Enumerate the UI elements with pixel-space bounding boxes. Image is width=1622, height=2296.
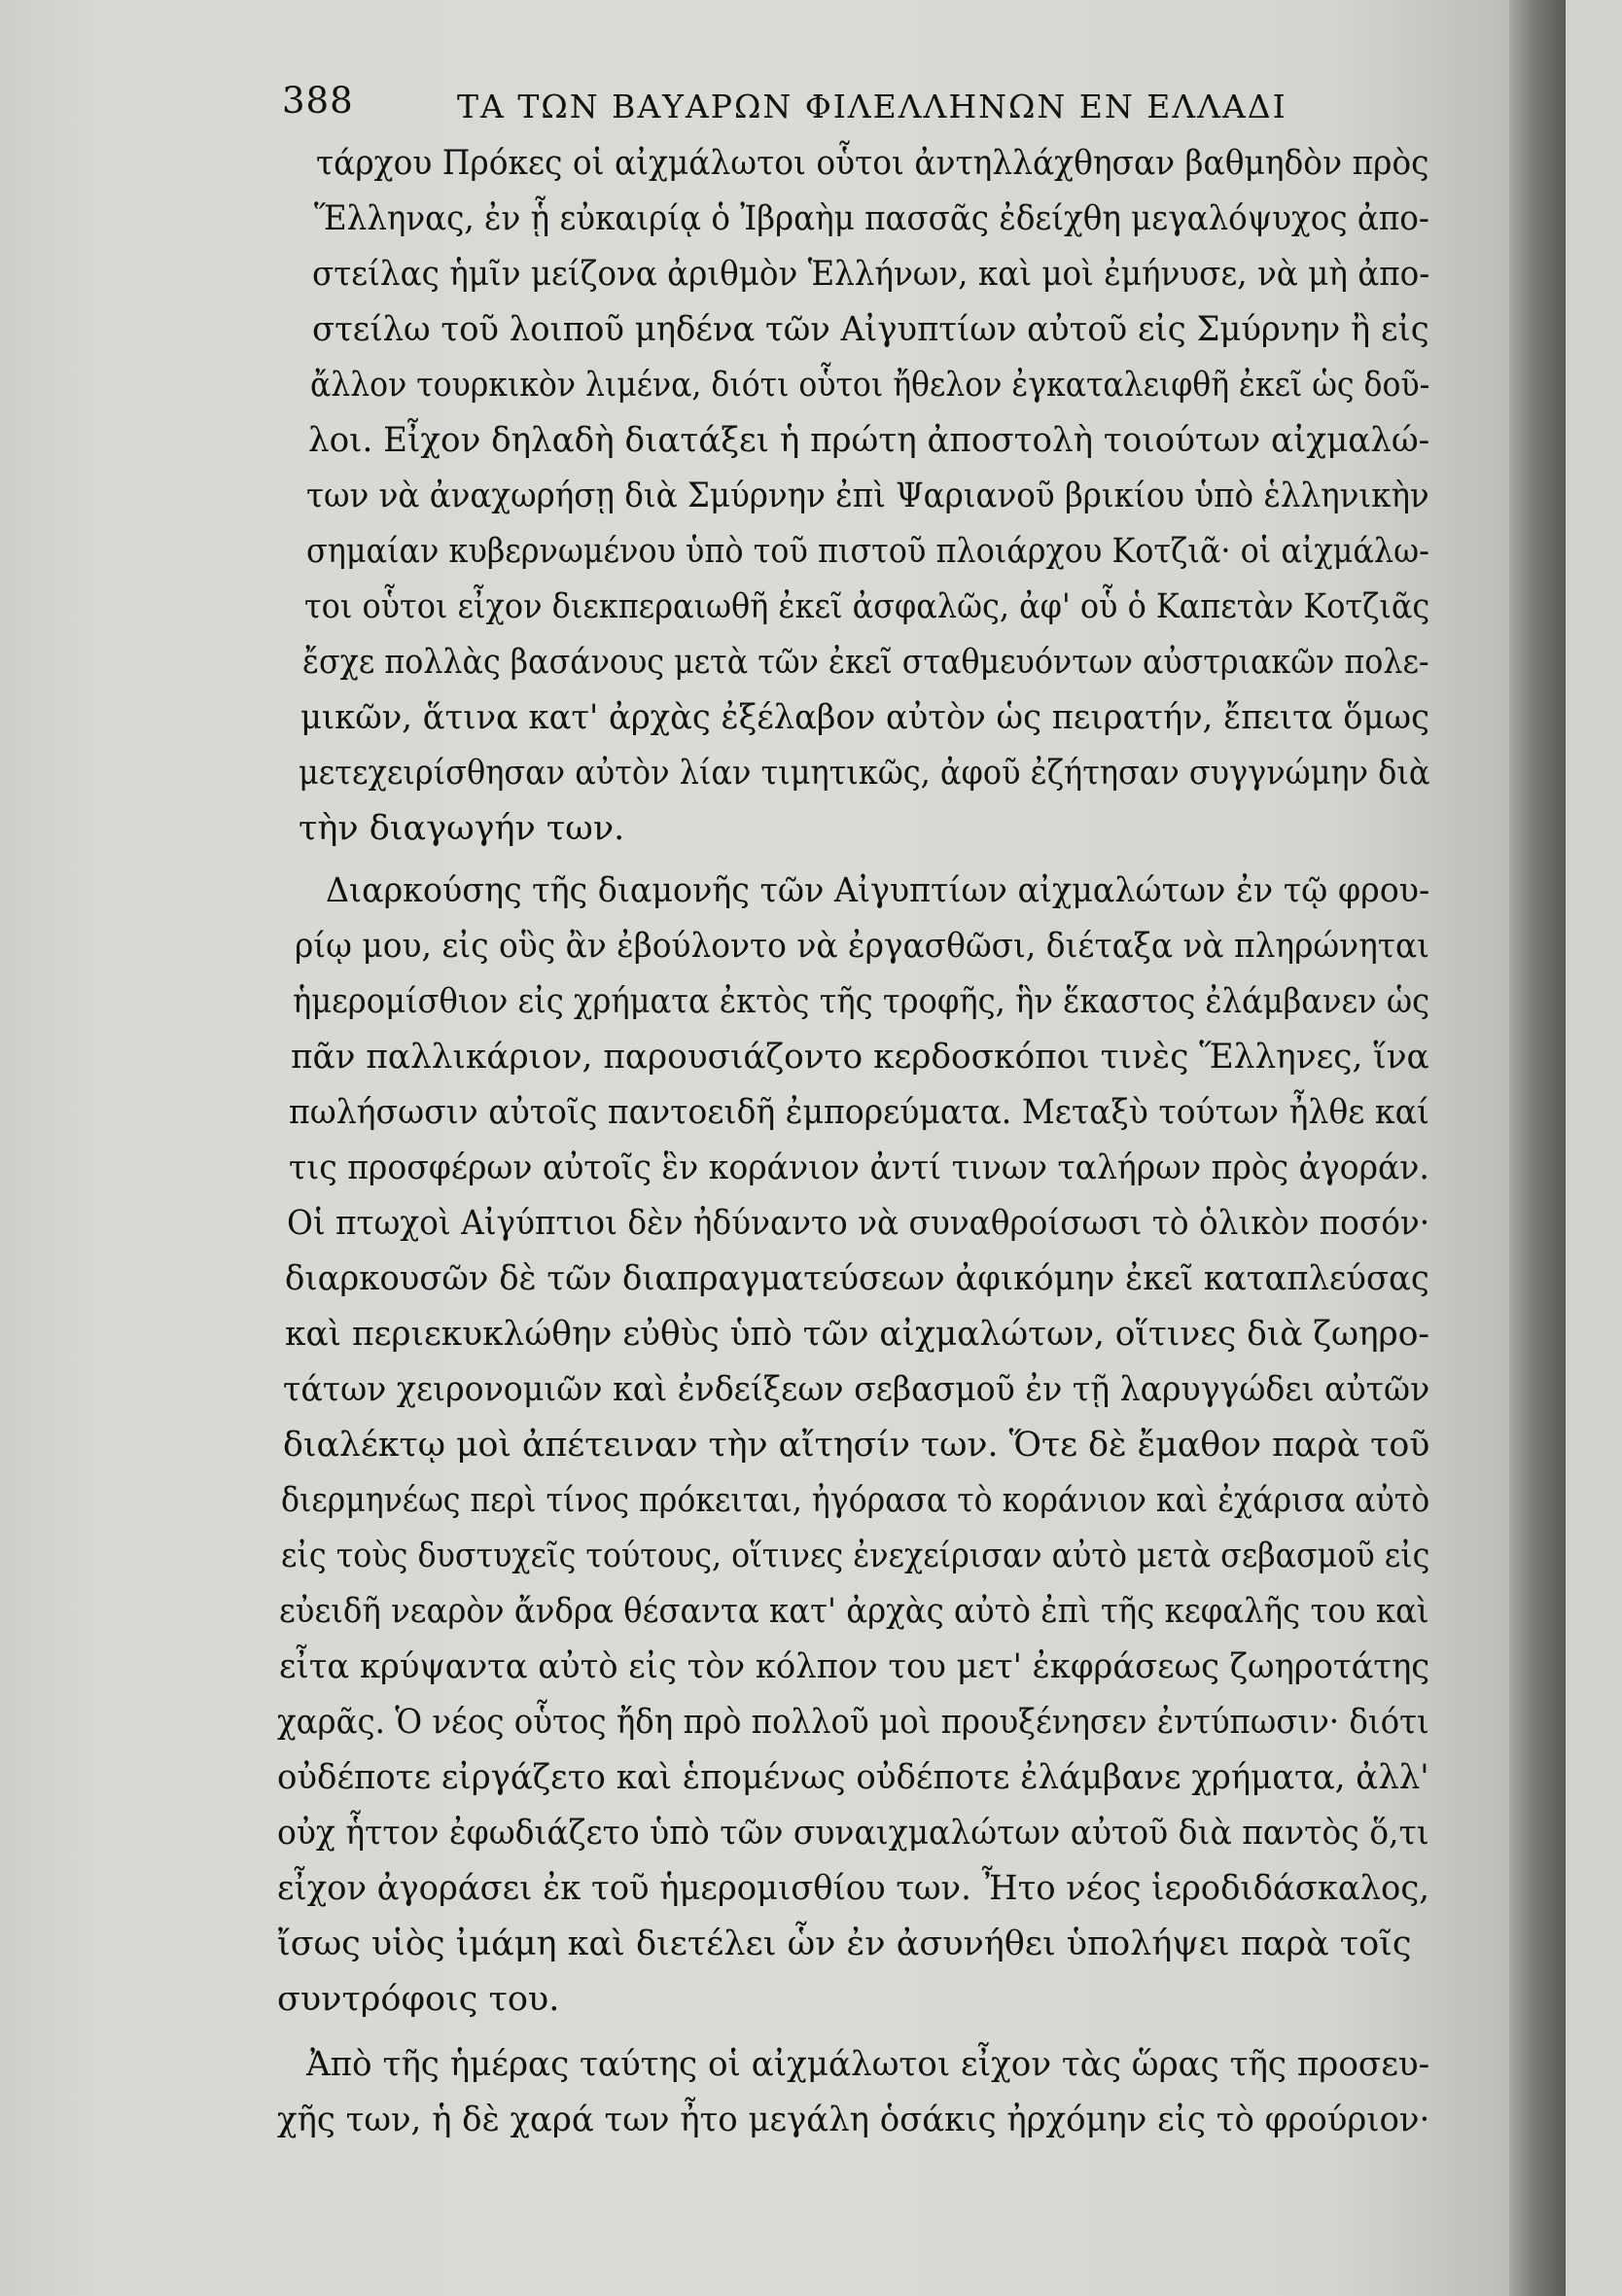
text-line: τὴν διαγωγήν των. <box>299 809 625 848</box>
text-line: Διαρκούσης τῆς διαμονῆς τῶν Αἰγυπτίων αἰχμαλώτων ἐν τῷ φρου- <box>326 871 1430 910</box>
text-line: οὐδέποτε εἰργάζετο καὶ ἑπομένως οὐδέποτε ἐλάμβανε χρήματα, ἀλλ' <box>277 1758 1429 1797</box>
text-line: χῆς των, ἡ δὲ χαρά των ἦτο μεγάλη ὁσάκις ἠρχόμην εἰς τὸ φρούριον· <box>277 2101 1430 2139</box>
text-line: διαλέκτῳ μοὶ ἀπέτειναν τὴν αἴτησίν των. Ὅτε δὲ ἔμαθον παρὰ τοῦ <box>283 1426 1430 1465</box>
text-line: ρίῳ μου, εἰς οὓς ἂν ἐβούλοντο νὰ ἐργασθῶσι, διέταξα νὰ πληρώνηται <box>295 927 1430 966</box>
text-line: εὐειδῆ νεαρὸν ἄνδρα θέσαντα κατ' ἀρχὰς αὐτὸ ἐπὶ τῆς κεφαλῆς του καὶ <box>279 1592 1429 1631</box>
text-line: ἴσως υἱὸς ἰμάμη καὶ διετέλει ὧν ἐν ἀσυνήθει ὑπολήψει παρὰ τοῖς <box>277 1925 1412 1963</box>
page-number: 388 <box>282 80 354 122</box>
text-line: τάρχου Πρόκες οἱ αἰχμάλωτοι οὗτοι ἀντηλλάχθησαν βαθμηδὸν πρὸς <box>316 144 1429 183</box>
running-title: ΤΑ ΤΩΝ ΒΑΥΑΡΩΝ ΦΙΛΕΛΛΗΝΩΝ ΕΝ ΕΛΛΑΔΙ <box>457 88 1287 125</box>
page-gutter-shadow <box>1509 0 1566 2296</box>
text-line: τις προσφέρων αὐτοῖς ἓν κοράνιον ἀντί τινων ταλήρων πρὸς ἀγοράν. <box>289 1148 1429 1187</box>
text-line: μικῶν, ἅτινα κατ' ἀρχὰς ἐξέλαβον αὐτὸν ὡς πειρατήν, ἔπειτα ὅμως <box>300 698 1429 737</box>
page-header <box>282 80 1332 138</box>
text-line: ἡμερομίσθιον εἰς χρήματα ἐκτὸς τῆς τροφῆς, ἣν ἕκαστος ἐλάμβανεν ὡς <box>293 982 1430 1021</box>
text-line: των νὰ ἀναχωρήσῃ διὰ Σμύρνην ἐπὶ Ψαριανοῦ βρικίου ὑπὸ ἑλληνικὴν <box>306 477 1429 515</box>
text-line: ἔσχε πολλὰς βασάνους μετὰ τῶν ἐκεῖ σταθμευόντων αὐστριακῶν πολε- <box>302 643 1429 682</box>
text-line: οὐχ ἧττον ἐφωδιάζετο ὑπὸ τῶν συναιχμαλώτων αὐτοῦ διὰ παντὸς ὅ,τι <box>277 1814 1429 1853</box>
text-line: εἶχον ἀγοράσει ἐκ τοῦ ἡμερομισθίου των. Ἦτο νέος ἱεροδιδάσκαλος, <box>277 1869 1430 1908</box>
text-line: σημαίαν κυβερνωμένου ὑπὸ τοῦ πιστοῦ πλοιάρχου Κοτζιᾶ· οἱ αἰχμάλω- <box>306 532 1429 571</box>
text-line: Ἕλληνας, ἐν ᾗ εὐκαιρίᾳ ὁ Ἰβραὴμ πασσᾶς ἐδείχθη μεγαλόψυχος ἀπο- <box>314 199 1429 238</box>
text-line: καὶ περιεκυκλώθην εὐθὺς ὑπὸ τῶν αἰχμαλώτων, οἵτινες διὰ ζωηρο- <box>285 1315 1429 1354</box>
text-line: τοι οὗτοι εἶχον διεκπεραιωθῆ ἐκεῖ ἀσφαλῶς, ἀφ' οὗ ὁ Καπετὰν Κοτζιᾶς <box>304 587 1430 626</box>
text-line: τάτων χειρονομιῶν καὶ ἐνδείξεων σεβασμοῦ ἐν τῇ λαρυγγώδει αὐτῶν <box>283 1370 1430 1409</box>
text-line: μετεχειρίσθησαν αὐτὸν λίαν τιμητικῶς, ἀφοῦ ἐζήτησαν συγγνώμην διὰ <box>299 754 1430 793</box>
text-line: στείλας ἡμῖν μείζονα ἀριθμὸν Ἑλλήνων, καὶ μοὶ ἐμήνυσε, νὰ μὴ ἀπο- <box>312 255 1430 294</box>
text-line: Οἱ πτωχοὶ Αἰγύπτιοι δὲν ἠδύναντο νὰ συναθροίσωσι τὸ ὁλικὸν ποσόν· <box>287 1204 1430 1243</box>
text-line: πᾶν παλλικάριον, παρουσιάζοντο κερδοσκόποι τινὲς Ἕλληνες, ἵνα <box>291 1038 1429 1077</box>
text-line: στείλω τοῦ λοιποῦ μηδένα τῶν Αἰγυπτίων αὐτοῦ εἰς Σμύρνην ἢ εἰς <box>312 310 1429 349</box>
text-line: εἶτα κρύψαντα αὐτὸ εἰς τὸν κόλπον του μετ' ἐκφράσεως ζωηροτάτης <box>279 1647 1430 1686</box>
text-line: συντρόφοις του. <box>277 1980 560 2019</box>
text-line: λοι. Εἶχον δηλαδὴ διατάξει ἡ πρώτη ἀποστολὴ τοιούτων αἰχμαλώ- <box>308 421 1430 460</box>
text-line: διαρκουσῶν δὲ τῶν διαπραγματεύσεων ἀφικόμην ἐκεῖ καταπλεύσας <box>285 1259 1429 1298</box>
text-line: Ἀπὸ τῆς ἡμέρας ταύτης οἱ αἰχμάλωτοι εἶχον τὰς ὥρας τῆς προσευ- <box>306 2045 1430 2084</box>
text-line: πωλήσωσιν αὐτοῖς παντοειδῆ ἐμπορεύματα. Μεταξὺ τούτων ἦλθε καί <box>289 1093 1429 1132</box>
text-line: χαρᾶς. Ὁ νέος οὗτος ἤδη πρὸ πολλοῦ μοὶ προυξένησεν ἐντύπωσιν· διότι <box>277 1703 1429 1742</box>
text-line: ἄλλον τουρκικὸν λιμένα, διότι οὗτοι ἤθελον ἐγκαταλειφθῆ ἐκεῖ ὡς δοῦ- <box>310 366 1430 405</box>
text-line: διερμηνέως περὶ τίνος πρόκειται, ἠγόρασα τὸ κοράνιον καὶ ἐχάρισα αὐτὸ <box>281 1481 1430 1520</box>
text-line: εἰς τοὺς δυστυχεῖς τούτους, οἵτινες ἐνεχείρισαν αὐτὸ μετὰ σεβασμοῦ εἰς <box>281 1537 1430 1575</box>
